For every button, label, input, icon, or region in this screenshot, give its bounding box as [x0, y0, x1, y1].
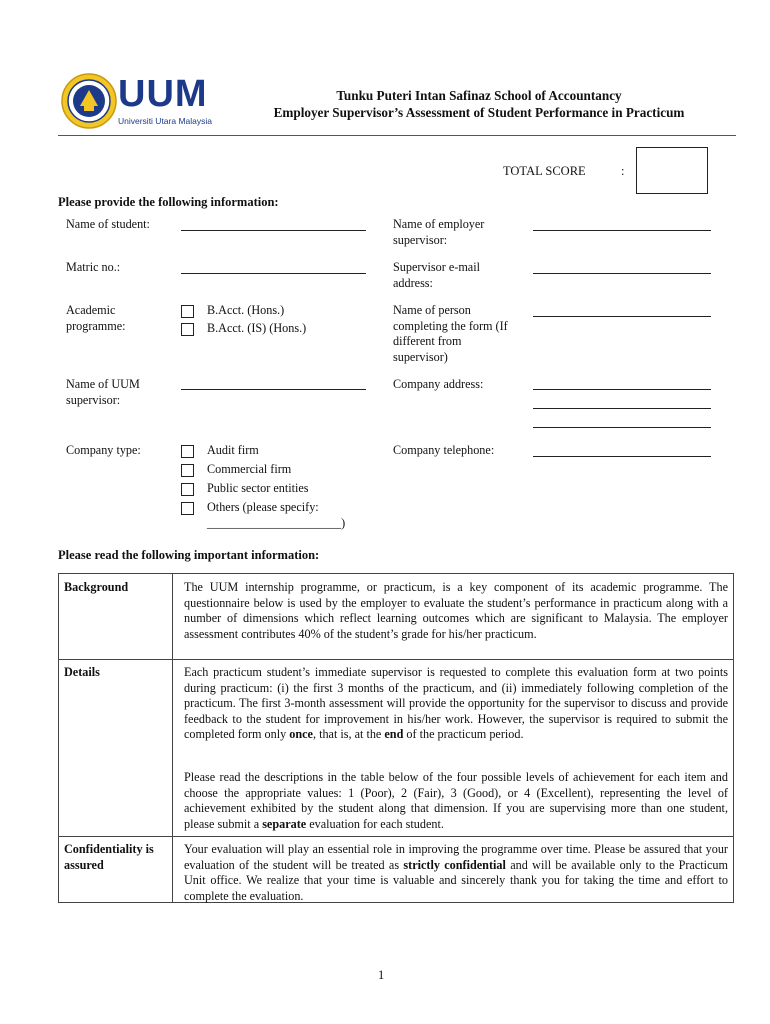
company-telephone-label: Company telephone:	[393, 443, 495, 457]
others-option: Others (please specify:	[207, 500, 319, 514]
academic-programme-label: Academic programme:	[66, 303, 126, 333]
matric-no-label: Matric no.:	[66, 260, 121, 274]
table-row-divider	[59, 836, 733, 837]
title-line-1: Tunku Puteri Intan Safinaz School of Accountancy	[336, 88, 622, 103]
logo-text: UUM	[118, 73, 208, 115]
details-p2-text-a: Please read the descriptions in the table below of the four possible levels of achievement for each item and choose the appropriate values: 1 (Poor), 2 (Fair), 3 (Good), or 4 (Excellent), representing the level of achievement exhibited by the student along that dimension. If you are supervising more than one student, please submit a	[184, 770, 728, 831]
details-p2-bold: separate	[262, 816, 307, 831]
table-row-divider	[59, 659, 733, 660]
details-text-a: Each practicum student’s immediate supervisor is requested to complete this evaluation form at two points during practicum: (i) the first 3 months of the practicum, and (ii) immediately following completion of the practicum. The first 3-month assessment will provide the opportunity for the supervisor to discuss and provide feedback to the student for improvement in his/her work. However, the supervisor is required to submit the completed form only	[184, 665, 728, 741]
title-line-2: Employer Supervisor’s Assessment of Student Performance in Practicum	[273, 105, 685, 120]
confidentiality-bold: strictly confidential	[403, 857, 506, 872]
others-specify-field[interactable]: ______________________)	[207, 516, 346, 530]
details-text-b: , that is, at the	[312, 727, 385, 741]
uum-logo	[60, 72, 220, 132]
public-sector-checkbox[interactable]	[181, 483, 194, 496]
table-column-divider	[172, 574, 173, 902]
bacct-hons-checkbox[interactable]	[181, 305, 194, 318]
company-address-field-1[interactable]	[533, 389, 711, 390]
bacct-is-hons-checkbox[interactable]	[181, 323, 194, 336]
important-info-table	[58, 573, 734, 903]
audit-firm-checkbox[interactable]	[181, 445, 194, 458]
details-paragraph-2	[184, 770, 728, 832]
company-type-label: Company type:	[66, 443, 141, 457]
commercial-firm-option: Commercial firm	[207, 462, 292, 476]
bacct-is-hons-option: B.Acct. (IS) (Hons.)	[207, 321, 307, 335]
details-paragraph-1	[184, 665, 728, 743]
company-address-field-2[interactable]	[533, 408, 711, 409]
name-of-student-field[interactable]	[181, 230, 366, 231]
employer-supervisor-label: Name of employer supervisor:	[393, 217, 485, 247]
details-bold-once: once	[289, 727, 313, 741]
confidentiality-text-a: Your evaluation will play an essential role in improving the programme over time. Please be assured that your evaluation of the student will be treated as	[184, 842, 728, 872]
page-number: 1	[378, 968, 385, 982]
bacct-hons-option: B.Acct. (Hons.)	[207, 303, 285, 317]
confidentiality-label: Confidentiality is assured	[64, 842, 154, 872]
logo-subtitle: Universiti Utara Malaysia	[118, 116, 212, 126]
company-address-field-3[interactable]	[533, 427, 711, 428]
uum-supervisor-field[interactable]	[181, 389, 366, 390]
uum-supervisor-label: Name of UUM supervisor:	[66, 377, 140, 407]
background-label: Background	[64, 580, 129, 594]
company-telephone-field[interactable]	[533, 456, 711, 457]
commercial-firm-checkbox[interactable]	[181, 464, 194, 477]
supervisor-email-label: Supervisor e-mail address:	[393, 260, 480, 290]
supervisor-email-field[interactable]	[533, 273, 711, 274]
details-label: Details	[64, 665, 100, 679]
person-completing-field[interactable]	[533, 316, 711, 317]
others-checkbox[interactable]	[181, 502, 194, 515]
confidentiality-text-b: and will be available only to the Practicum Unit office. We realize that your time is valuable and sincerely thank you for taking the time and effort to complete the evaluation.	[184, 857, 728, 903]
person-completing-label: Name of person completing the form (If different from supervisor)	[393, 303, 508, 364]
employer-supervisor-field[interactable]	[533, 230, 711, 231]
info-section-heading: Please provide the following information:	[58, 195, 279, 209]
uum-seal-icon	[60, 72, 118, 130]
public-sector-option: Public sector entities	[207, 481, 309, 495]
page-title	[232, 87, 726, 121]
matric-no-field[interactable]	[181, 273, 366, 274]
confidentiality-text	[184, 842, 728, 904]
total-score-label: TOTAL SCORE	[503, 164, 586, 178]
total-score-colon: :	[621, 164, 625, 178]
company-address-label: Company address:	[393, 377, 484, 391]
details-p2-text-b: evaluation for each student.	[306, 816, 444, 831]
details-text-c: of the practicum period.	[403, 727, 524, 741]
name-of-student-label: Name of student:	[66, 217, 150, 231]
total-score-box[interactable]	[636, 147, 708, 194]
background-text: The UUM internship programme, or practicum, is a key component of its academic programme. The questionnaire below is used by the employer to evaluate the student’s performance in practicum along with a number of dimensions which reflect learning outcomes which are significant to Malaysia. The employer assessment contributes 40% of the student’s grade for his/her practicum.	[184, 580, 728, 641]
audit-firm-option: Audit firm	[207, 443, 259, 457]
header-divider	[58, 135, 736, 136]
details-bold-end: end	[384, 727, 404, 741]
important-section-heading: Please read the following important information:	[58, 548, 320, 562]
